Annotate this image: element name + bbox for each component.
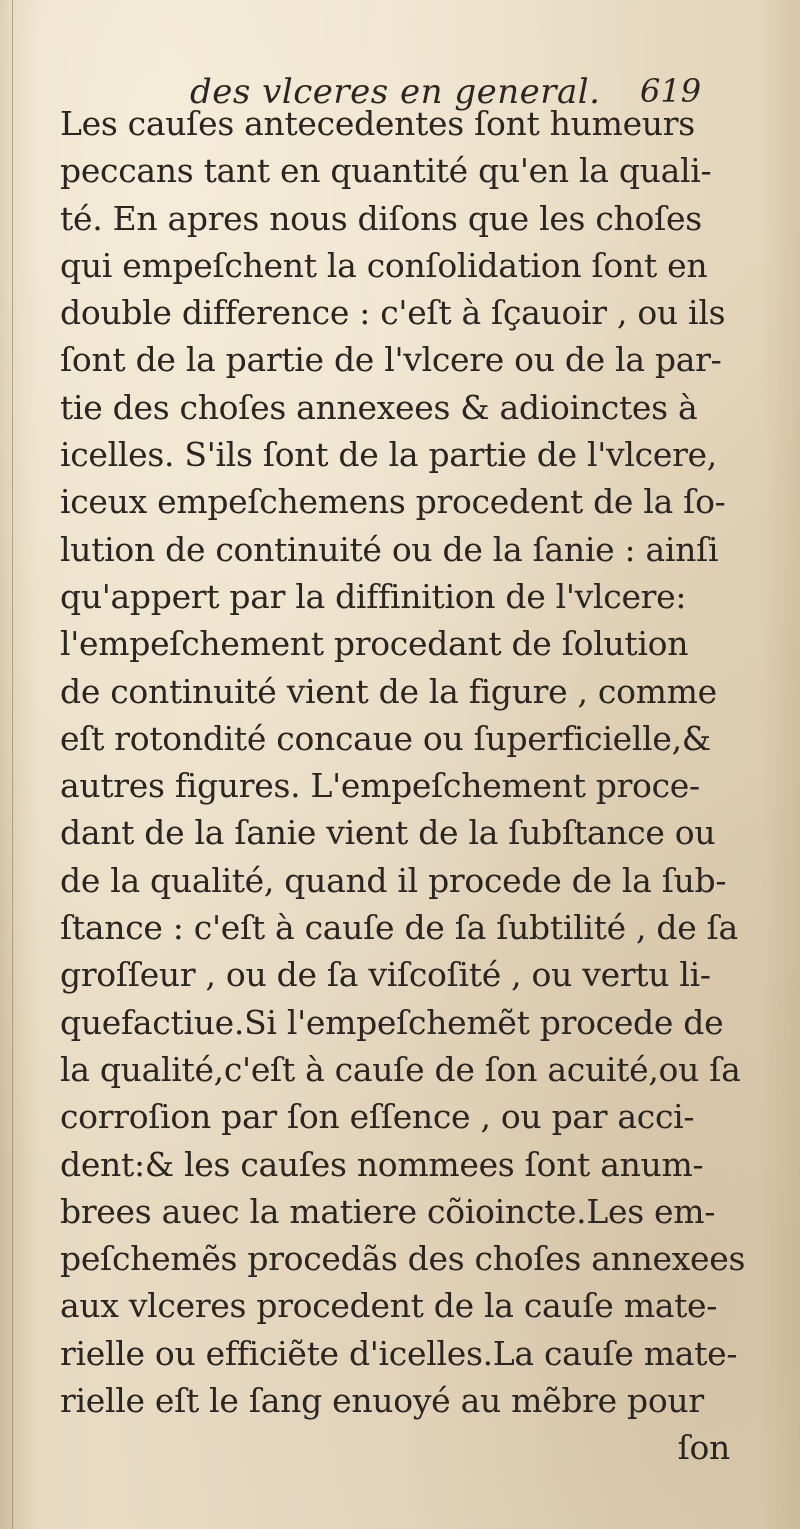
text-line: groſſeur , ou de ſa viſcoſité , ou vertu li-: [60, 955, 711, 995]
body-text: [60, 100, 780, 1520]
text-line: l'empeſchement procedant de ſolution: [60, 624, 689, 664]
page-gutter-edge: [12, 0, 13, 1529]
text-line: icelles. S'ils ſont de la partie de l'vlcere,: [60, 435, 717, 475]
text-line: rielle eſt le ſang enuoyé au mẽbre pour: [60, 1381, 704, 1421]
text-line: la qualité,c'eſt à cauſe de ſon acuité,ou ſa: [60, 1049, 741, 1089]
text-line: eſt rotondité concaue ou ſuperficielle,&: [60, 718, 711, 758]
text-line: té. En apres nous diſons que les choſes: [60, 198, 702, 238]
text-line: peſchemẽs procedãs des choſes annexees: [60, 1239, 746, 1279]
text-line: qui empeſchent la conſolidation ſont en: [60, 245, 708, 285]
text-line: iceux empeſchemens procedent de la ſo-: [60, 482, 726, 522]
text-line: lution de continuité ou de la ſanie : ainſi: [60, 529, 719, 569]
catchword: ſon: [677, 1428, 730, 1468]
text-line: de la qualité, quand il procede de la ſub-: [60, 860, 727, 900]
text-line: dent:& les cauſes nommees ſont anum-: [60, 1144, 704, 1184]
text-line: quefactiue.Si l'empeſchemẽt procede de: [60, 1002, 724, 1042]
text-line: double difference : c'eſt à ſçauoir , ou ils: [60, 293, 726, 333]
text-line: Les cauſes antecedentes ſont humeurs: [60, 104, 695, 143]
text-line: autres figures. L'empeſchement proce-: [60, 766, 700, 806]
text-line: ſont de la partie de l'vlcere ou de la par-: [60, 340, 722, 380]
text-line: peccans tant en quantité qu'en la quali-: [60, 151, 712, 191]
text-line: dant de la ſanie vient de la ſubſtance ou: [60, 813, 716, 853]
text-line: de continuité vient de la figure , comme: [60, 671, 717, 711]
text-line: corroſion par ſon eſſence , ou par acci-: [60, 1097, 695, 1137]
running-title: des vlceres en general.: [190, 72, 601, 112]
text-line: tie des choſes annexees & adioinctes à: [60, 387, 698, 427]
text-line: brees auec la matiere cõioincte.Les em-: [60, 1191, 716, 1231]
text-line: aux vlceres procedent de la cauſe mate-: [60, 1286, 718, 1326]
text-line: ſtance : c'eſt à cauſe de ſa ſubtilité , de ſa: [60, 908, 738, 948]
text-line: rielle ou efficiẽte d'icelles.La cauſe mate-: [60, 1333, 738, 1373]
page-number: 619: [640, 72, 702, 110]
text-line: qu'appert par la diffinition de l'vlcere:: [60, 576, 687, 616]
